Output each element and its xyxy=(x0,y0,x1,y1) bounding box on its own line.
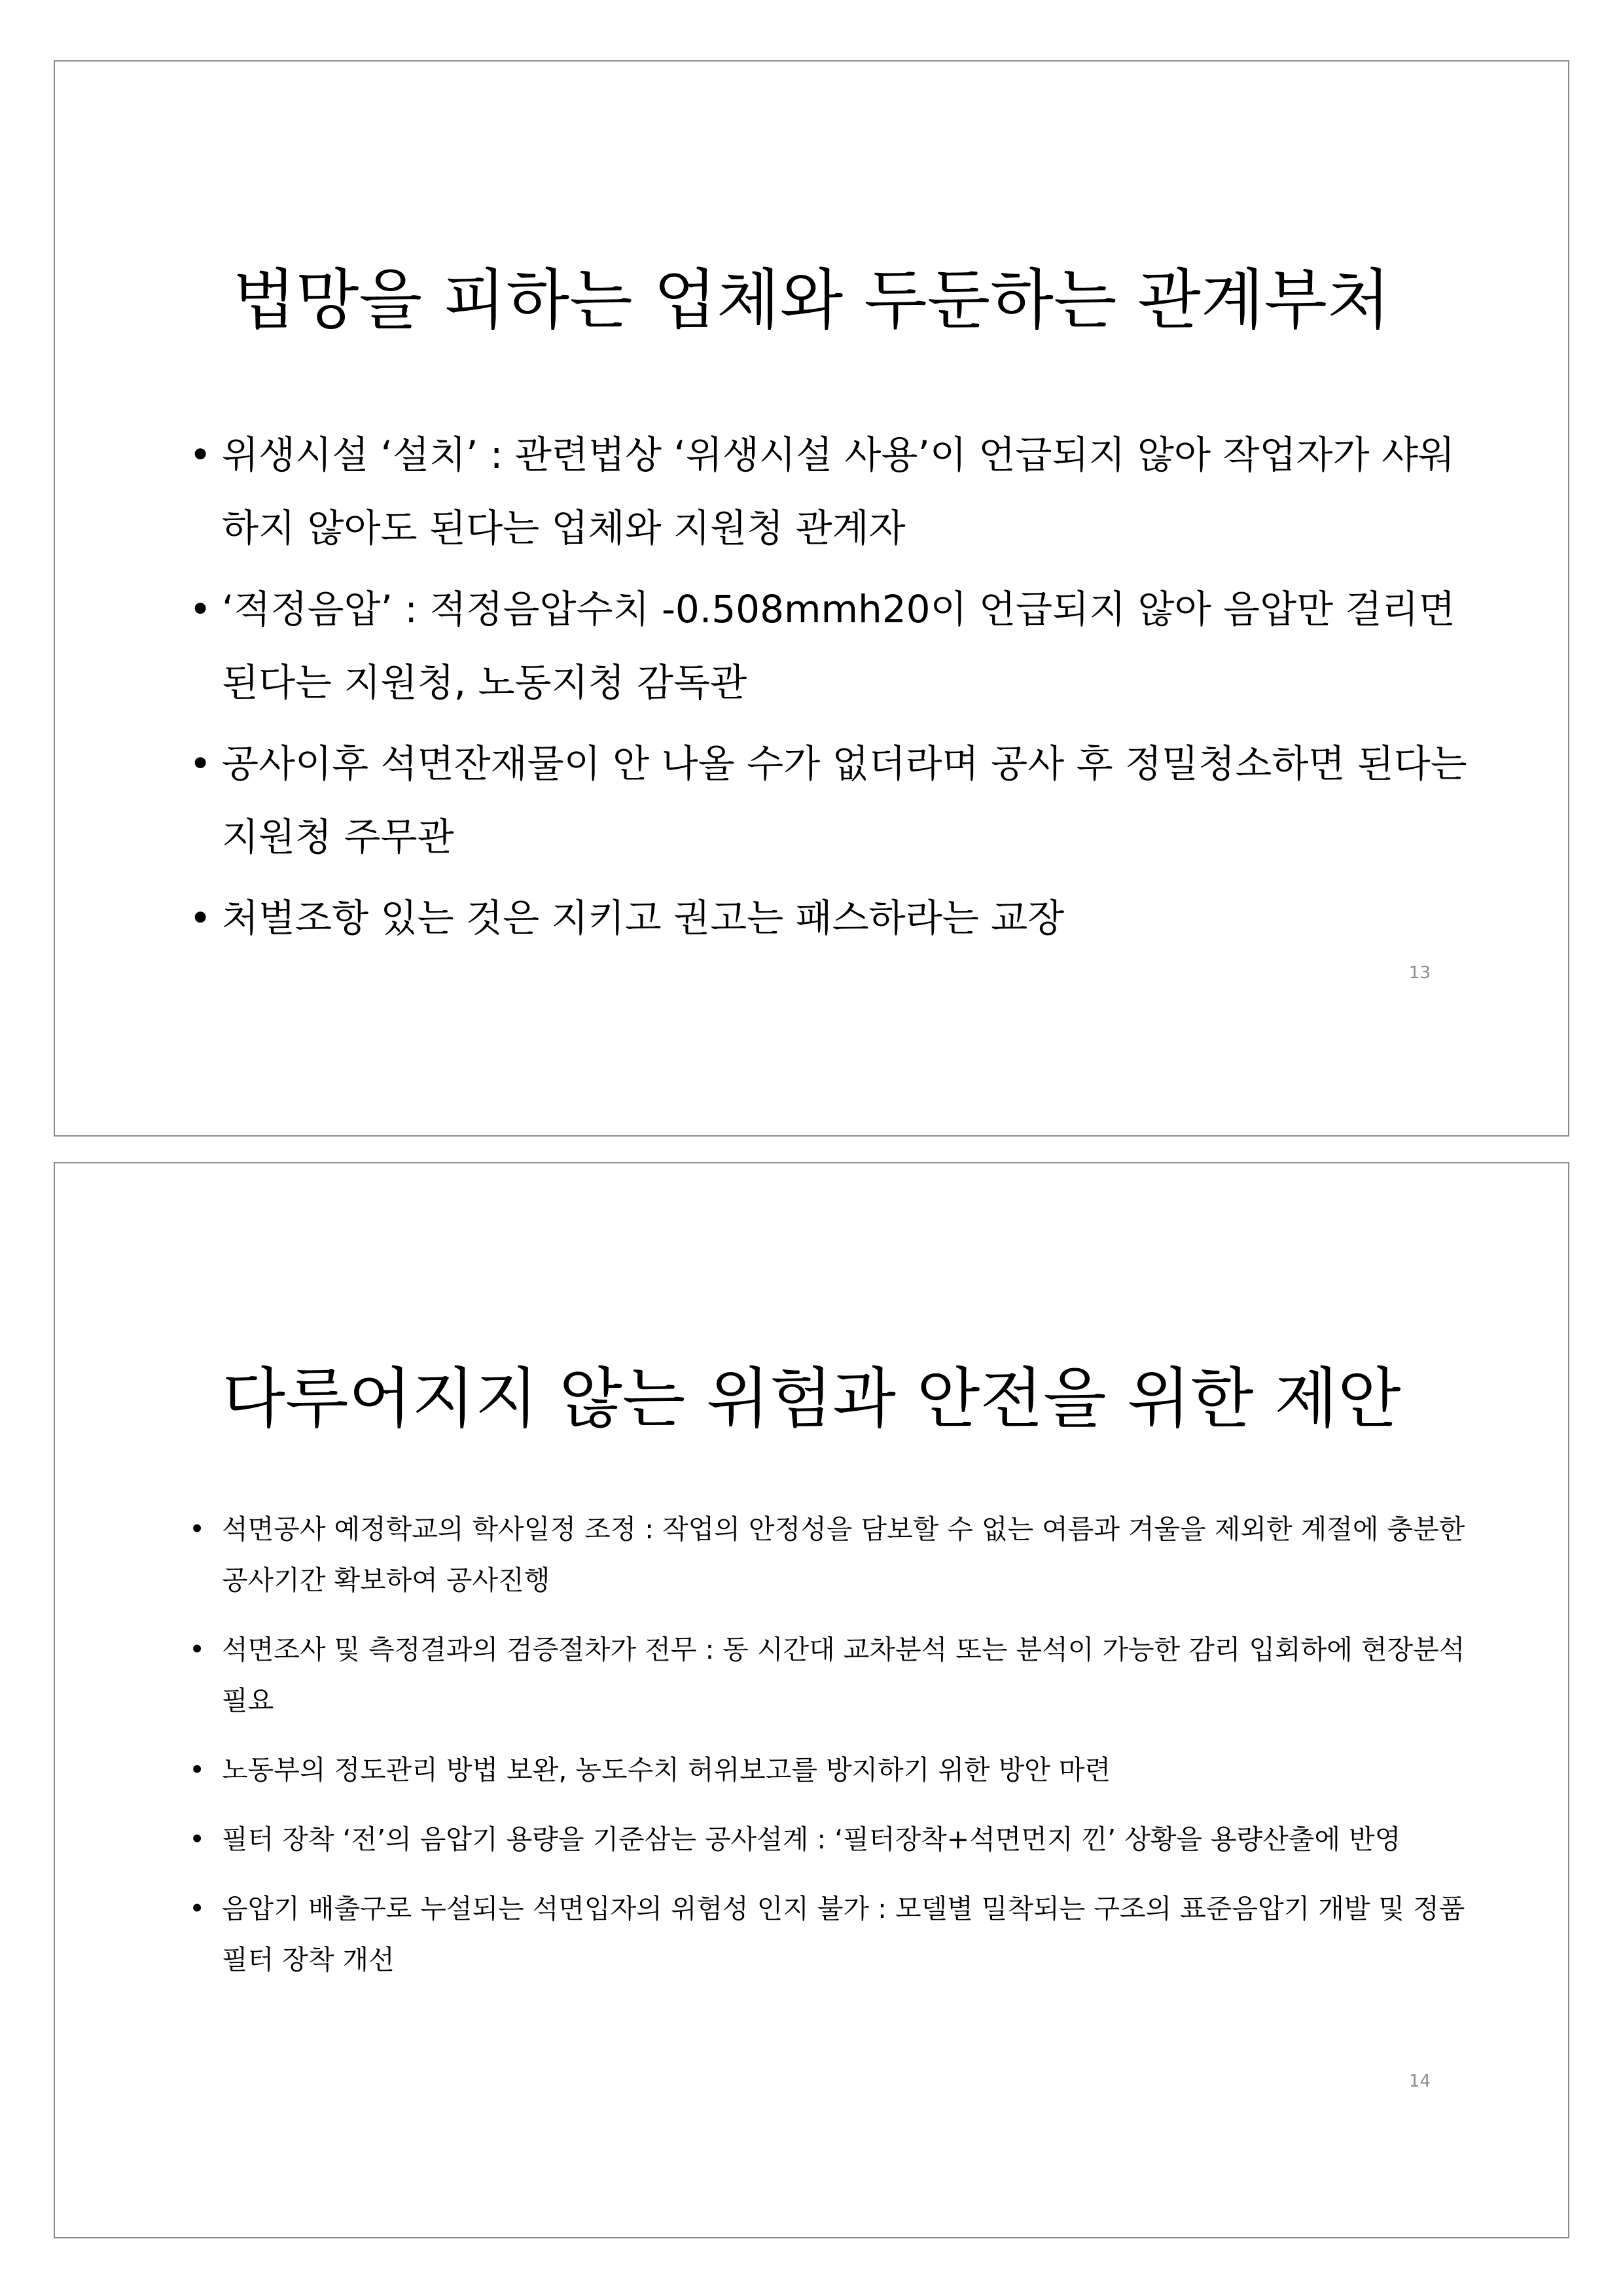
bullet-dot-icon: • xyxy=(189,741,212,786)
slide-title: 법망을 피하는 업체와 두둔하는 관계부처 xyxy=(232,262,1391,338)
bullet-dot-icon: • xyxy=(189,587,212,631)
bullet-text: 처벌조항 있는 것은 지키고 권고는 패스하라는 교장 xyxy=(222,896,1065,940)
list-item xyxy=(189,1624,1488,1726)
list-item xyxy=(189,1883,1488,1985)
list-item xyxy=(189,1814,1488,1865)
bullet-dot-icon: • xyxy=(189,1754,205,1786)
list-item xyxy=(189,727,1488,874)
bullet-dot-icon: • xyxy=(189,896,212,940)
page-number: 14 xyxy=(1408,2072,1431,2091)
bullet-text: 석면공사 예정학교의 학사일정 조정 : 작업의 안정성을 담보할 수 없는 여름과 겨울을 제외한 계절에 충분한 공사기간 확보하여 공사진행 xyxy=(222,1513,1465,1596)
slide-13 xyxy=(54,60,1569,1137)
list-item xyxy=(189,573,1488,719)
bullet-text: 노동부의 정도관리 방법 보완, 농도수치 허위보고를 방지하기 위한 방안 마련 xyxy=(222,1754,1111,1786)
bullet-text: 석면조사 및 측정결과의 검증절차가 전무 : 동 시간대 교차분석 또는 분석이 가능한 감리 입회하에 현장분석 필요 xyxy=(222,1634,1465,1716)
slide-title: 다루어지지 않는 위험과 안전을 위한 제안 xyxy=(222,1360,1401,1437)
bullet-list xyxy=(189,418,1488,955)
page-number: 13 xyxy=(1408,963,1431,983)
slide-14 xyxy=(54,1162,1569,2238)
bullet-text: 필터 장착 ‘전’의 음압기 용량을 기준삼는 공사설계 : ‘필터장착+석면먼지 낀’ 상황을 용량산출에 반영 xyxy=(222,1824,1401,1855)
bullet-text: 공사이후 석면잔재물이 안 나올 수가 없더라며 공사 후 정밀청소하면 된다는 지원청 주무관 xyxy=(222,741,1467,859)
bullet-dot-icon: • xyxy=(189,1824,205,1855)
bullet-dot-icon: • xyxy=(189,1634,205,1665)
bullet-text: ‘적정음압’ : 적정음압수치 -0.508mmh20이 언급되지 않아 음압만 걸리면 된다는 지원청, 노동지청 감독관 xyxy=(222,587,1455,705)
list-item xyxy=(189,881,1488,955)
bullet-text: 음압기 배출구로 누설되는 석면입자의 위험성 인지 불가 : 모델별 밀착되는 구조의 표준음압기 개발 및 정품필터 장착 개선 xyxy=(222,1893,1465,1975)
bullet-text: 위생시설 ‘설치’ : 관련법상 ‘위생시설 사용’이 언급되지 않아 작업자가 샤워하지 않아도 된다는 업체와 지원청 관계자 xyxy=(222,433,1455,550)
bullet-dot-icon: • xyxy=(189,1513,205,1545)
list-item xyxy=(189,418,1488,565)
list-item xyxy=(189,1744,1488,1795)
list-item xyxy=(189,1504,1488,1606)
bullet-dot-icon: • xyxy=(189,433,212,477)
bullet-dot-icon: • xyxy=(189,1893,205,1924)
bullet-list xyxy=(189,1504,1488,2004)
